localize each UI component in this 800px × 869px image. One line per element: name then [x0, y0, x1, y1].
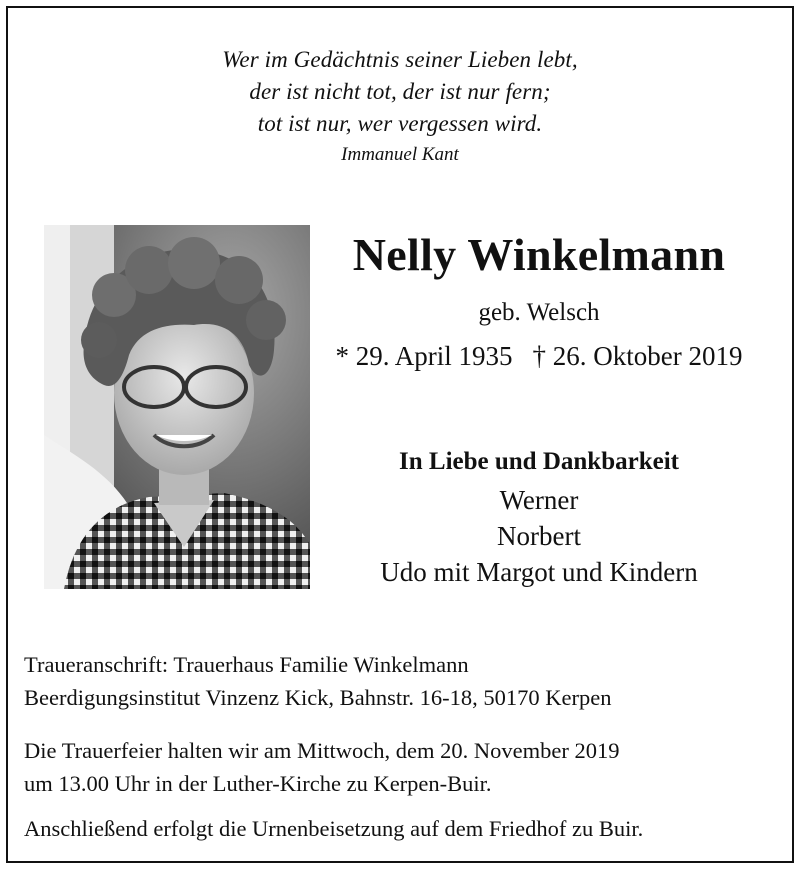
deceased-name: Nelly Winkelmann	[352, 229, 726, 280]
birth-name: geb. Welsch	[478, 299, 600, 326]
funeral-service	[24, 734, 776, 800]
mourner-name: Udo mit Margot und Kindern	[380, 557, 698, 587]
portrait-photo-icon	[44, 225, 310, 589]
birth-date: * 29. April 1935	[335, 341, 513, 371]
address-line-2: Beerdigungsinstitut Vinzenz Kick, Bahnstr. 16-18, 50170 Kerpen	[24, 685, 612, 710]
mourners-heading: In Liebe und Dankbarkeit	[399, 448, 679, 475]
life-dates	[320, 340, 758, 372]
quote-author: Immanuel Kant	[341, 144, 459, 165]
memorial-quote	[0, 44, 800, 168]
burial-info	[24, 812, 776, 845]
death-date: † 26. Oktober 2019	[532, 341, 743, 371]
service-line-1: Die Trauerfeier halten wir am Mittwoch, dem 20. November 2019	[24, 738, 620, 763]
mourner-name: Werner	[499, 485, 579, 515]
quote-line-1: Wer im Gedächtnis seiner Lieben lebt,	[222, 47, 578, 72]
mourner-name: Norbert	[497, 521, 581, 551]
burial-text: Anschließend erfolgt die Urnenbeisetzung auf dem Friedhof zu Buir.	[24, 816, 644, 841]
service-line-2: um 13.00 Uhr in der Luther-Kirche zu Kerpen-Buir.	[24, 771, 492, 796]
deceased-header	[320, 228, 758, 372]
portrait-photo	[44, 225, 310, 589]
mourning-address	[24, 648, 776, 714]
address-line-1: Traueranschrift: Trauerhaus Familie Winkelmann	[24, 652, 469, 677]
mourners-block	[320, 446, 758, 590]
quote-line-3: tot ist nur, wer vergessen wird.	[257, 111, 543, 136]
quote-line-2: der ist nicht tot, der ist nur fern;	[249, 79, 551, 104]
